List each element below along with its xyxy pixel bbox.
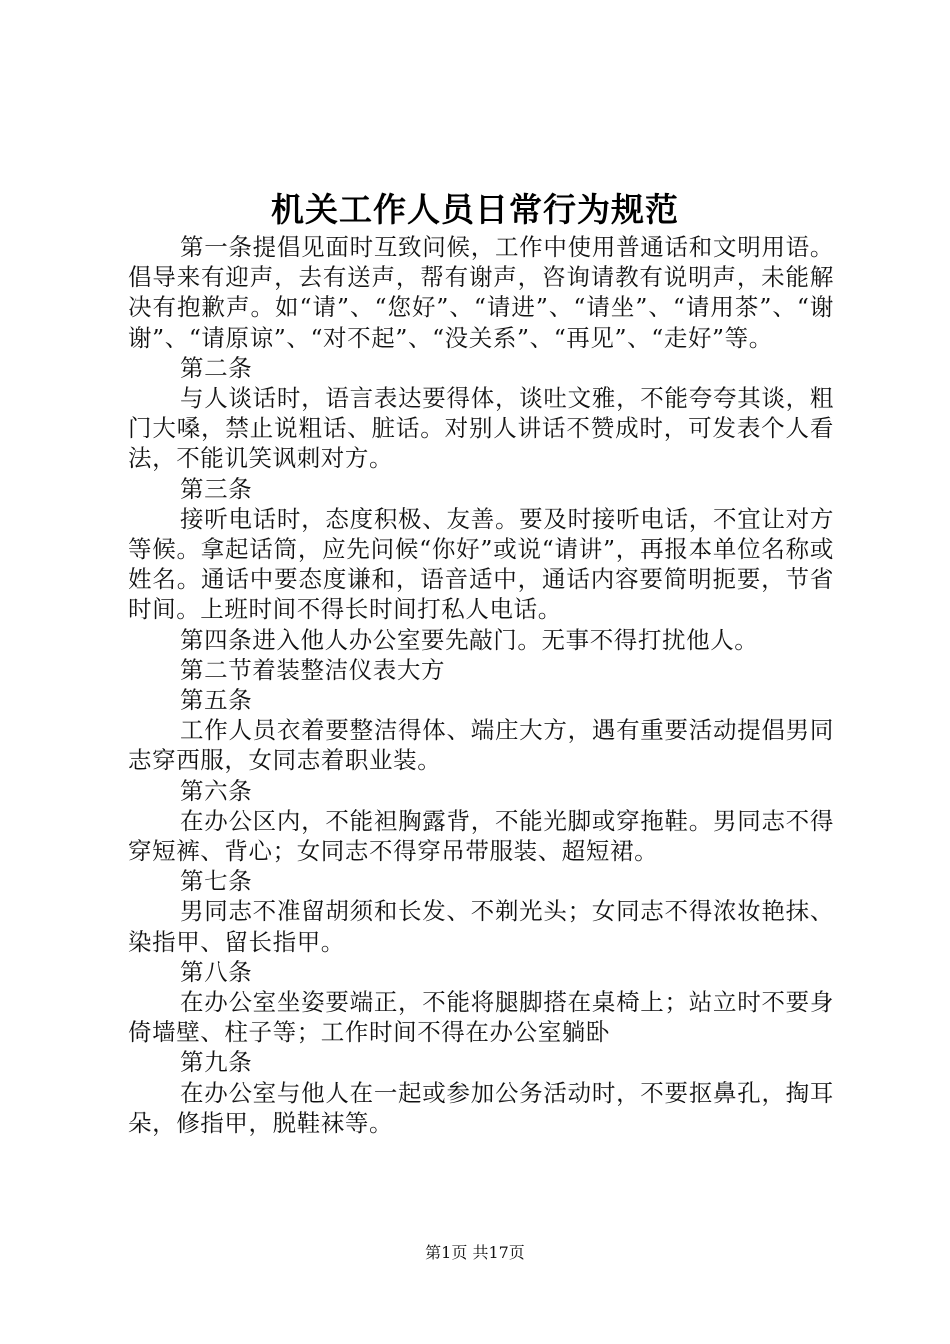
paragraph-article-5: 工作人员衣着要整洁得体、端庄大方，遇有重要活动提倡男同志穿西服，女同志着职业装。 xyxy=(128,716,834,775)
paragraph-article-1: 第一条提倡见面时互致问候，工作中使用普通话和文明用语。倡导来有迎声，去有送声，帮有谢声，咨询请教有说明声，未能解决有抱歉声。如“请”、“您好”、“请进”、“请坐”、“请用茶”、“谢谢”、“请原谅”、“对不起”、“没关系”、“再见”、“走好”等。 xyxy=(128,233,834,352)
paragraph-article-3: 接听电话时，态度积极、友善。要及时接听电话，不宜让对方等候。拿起话筒，应先问候“你好”或说“请讲”，再报本单位名称或姓名。通话中要态度谦和，语音适中，通话内容要简明扼要，节省时间。上班时间不得长时间打私人电话。 xyxy=(128,504,834,624)
document-title: 机关工作人员日常行为规范 xyxy=(271,190,679,229)
heading-article-9: 第九条 xyxy=(180,1048,253,1077)
page-footer: 第1页 共17页 xyxy=(425,1243,525,1262)
paragraph-article-4: 第四条进入他人办公室要先敲门。无事不得打扰他人。 xyxy=(180,625,759,654)
heading-article-7: 第七条 xyxy=(180,867,253,896)
section-heading-2: 第二节着装整洁仪表大方 xyxy=(180,655,446,684)
paragraph-article-8: 在办公室坐姿要端正，不能将腿脚搭在桌椅上；站立时不要身倚墙壁、柱子等；工作时间不得在办公室躺卧 xyxy=(128,988,834,1047)
heading-article-3: 第三条 xyxy=(180,474,253,503)
document-body xyxy=(128,232,834,1138)
paragraph-article-6: 在办公区内，不能袒胸露背，不能光脚或穿拖鞋。男同志不得穿短裤、背心；女同志不得穿吊带服装、超短裙。 xyxy=(128,806,834,866)
heading-article-2: 第二条 xyxy=(180,353,253,382)
heading-article-8: 第八条 xyxy=(180,957,253,986)
paragraph-article-2: 与人谈话时，语言表达要得体，谈吐文雅，不能夸夸其谈，粗门大嗓，禁止说粗话、脏话。对别人讲话不赞成时，可发表个人看法，不能讥笑讽刺对方。 xyxy=(128,384,834,473)
heading-article-6: 第六条 xyxy=(180,776,253,805)
paragraph-article-9: 在办公室与他人在一起或参加公务活动时，不要抠鼻孔，掏耳朵，修指甲，脱鞋袜等。 xyxy=(128,1078,834,1137)
heading-article-5: 第五条 xyxy=(180,686,253,715)
paragraph-article-7: 男同志不准留胡须和长发、不剃光头；女同志不得浓妆艳抹、染指甲、留长指甲。 xyxy=(128,897,834,956)
